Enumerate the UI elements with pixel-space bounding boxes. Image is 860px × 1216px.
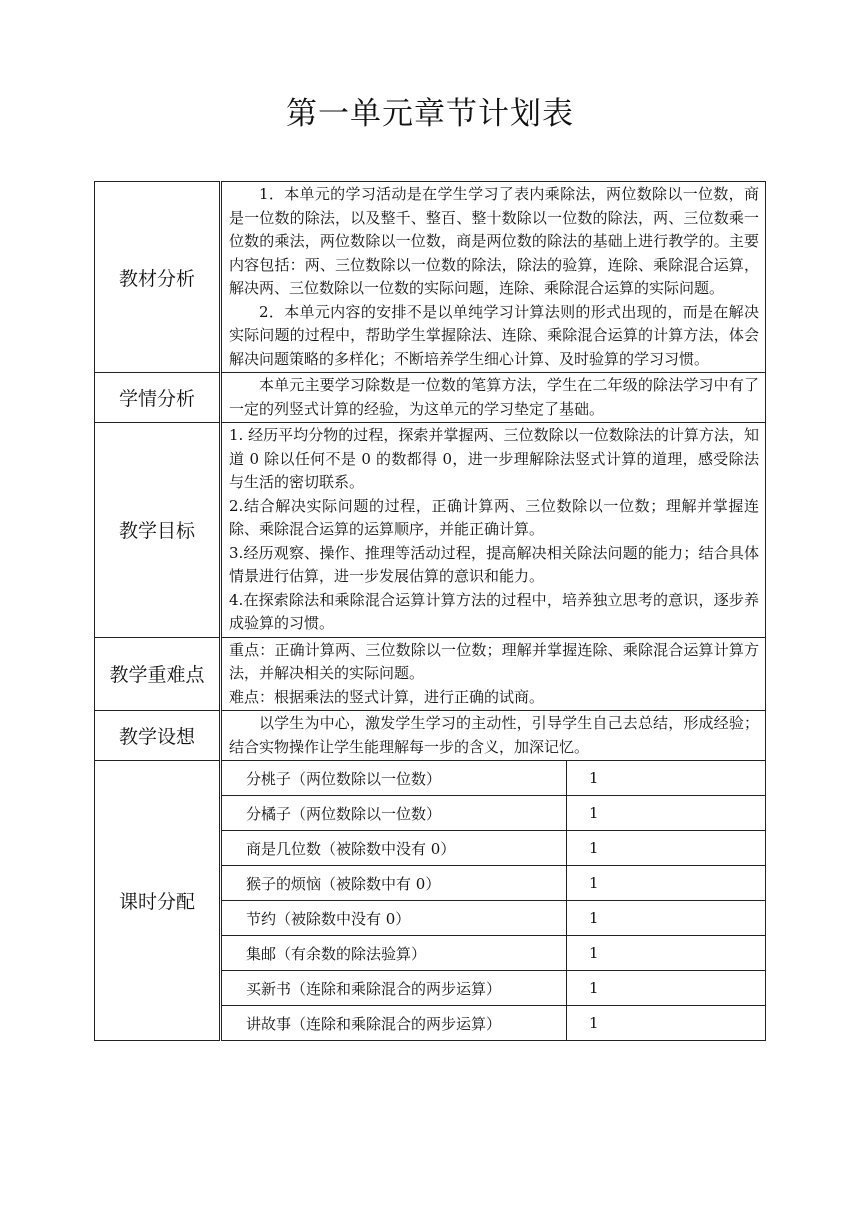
paragraph: 2．本单元内容的安排不是以单纯学习计算法则的形式出现的，而是在解决实际问题的过程中，帮助学生掌握除法、连除、乘除混合运算的计算方法，体会解决问题策略的多样化；不断培养学生细心计算、及时验算的学习习惯。 [229, 302, 759, 368]
lesson-hours: 1 [567, 901, 766, 936]
lesson-name: 买新书（连除和乘除混合的两步运算） [222, 971, 567, 1006]
lesson-hours: 1 [567, 971, 766, 1006]
row-textbook-analysis [95, 182, 766, 373]
table-row [222, 936, 765, 971]
table-row [222, 761, 765, 796]
lesson-name: 分橘子（两位数除以一位数） [222, 796, 567, 831]
page-title: 第一单元章节计划表 [286, 96, 574, 132]
lesson-name: 节约（被除数中没有 0） [222, 901, 567, 936]
lesson-hours: 1 [567, 831, 766, 866]
lesson-name: 分桃子（两位数除以一位数） [222, 761, 567, 796]
difficulty-text: 难点：根据乘法的竖式计算，进行正确的试商。 [229, 687, 545, 706]
lesson-name: 集邮（有余数的除法验算） [222, 936, 567, 971]
row-teaching-design [95, 711, 766, 761]
goal-item: 4.在探索除法和乘除混合运算计算方法的过程中，培养独立思考的意识，逐步养成验算的习惯。 [229, 590, 759, 632]
row-key-points [95, 637, 766, 711]
lesson-hours: 1 [567, 866, 766, 901]
paragraph: 本单元主要学习除数是一位数的笔算方法，学生在二年级的除法学习中有了一定的列竖式计算的经验，为这单元的学习垫定了基础。 [229, 376, 759, 418]
row-student-analysis [95, 373, 766, 423]
row-teaching-goals [95, 423, 766, 638]
focus-text: 重点：正确计算两、三位数除以一位数；理解并掌握连除、乘除混合运算计算方法，并解决相关的实际问题。 [229, 640, 759, 682]
table-row [222, 1006, 765, 1041]
row-label: 教学重难点 [95, 637, 221, 711]
row-content [221, 373, 766, 423]
row-content [221, 637, 766, 711]
row-label: 教材分析 [95, 182, 221, 373]
paragraph: 1．本单元的学习活动是在学生学习了表内乘除法，两位数除以一位数，商是一位数的除法，以及整千、整百、整十数除以一位数的除法，两、三位数乘一位数的乘法，两位数除以一位数，商是两位数的除法的基础上进行教学的。主要内容包括：两、三位数除以一位数的除法，除法的验算，连除、乘除混合运算，解决两、三位数除以一位数的实际问题，连除、乘除混合运算的实际问题。 [229, 185, 759, 297]
goal-item: 3.经历观察、操作、推理等活动过程，提高解决相关除法问题的能力；结合具体情景进行估算，进一步发展估算的意识和能力。 [229, 543, 759, 585]
row-content [221, 182, 766, 373]
plan-table [94, 181, 766, 1041]
table-row [222, 971, 765, 1006]
schedule-cell [221, 761, 766, 1041]
row-label: 教学设想 [95, 711, 221, 761]
table-row [222, 901, 765, 936]
row-label: 学情分析 [95, 373, 221, 423]
row-content [221, 711, 766, 761]
table-row [222, 796, 765, 831]
lesson-hours: 1 [567, 1006, 766, 1041]
table-row [222, 831, 765, 866]
lesson-hours: 1 [567, 796, 766, 831]
paragraph: 以学生为中心，激发学生学习的主动性，引导学生自己去总结，形成经验；结合实物操作让学生能理解每一步的含义，加深记忆。 [229, 714, 759, 756]
lesson-name: 讲故事（连除和乘除混合的两步运算） [222, 1006, 567, 1041]
lesson-hours: 1 [567, 761, 766, 796]
goal-item: 1. 经历平均分物的过程，探索并掌握两、三位数除以一位数除法的计算方法，知道 0 除以任何不是 0 的数都得 0，进一步理解除法竖式计算的道理，感受除法与生活的密切联系。 [229, 426, 759, 491]
lesson-name: 猴子的烦恼（被除数中有 0） [222, 866, 567, 901]
row-label: 教学目标 [95, 423, 221, 638]
row-lesson-allocation [95, 761, 766, 1041]
lesson-hours: 1 [567, 936, 766, 971]
table-row [222, 866, 765, 901]
schedule-table [222, 761, 765, 1040]
lesson-name: 商是几位数（被除数中没有 0） [222, 831, 567, 866]
row-content [221, 423, 766, 638]
goal-item: 2.结合解决实际问题的过程，正确计算两、三位数除以一位数；理解并掌握连除、乘除混合运算的运算顺序，并能正确计算。 [229, 496, 759, 538]
row-label: 课时分配 [95, 761, 221, 1041]
